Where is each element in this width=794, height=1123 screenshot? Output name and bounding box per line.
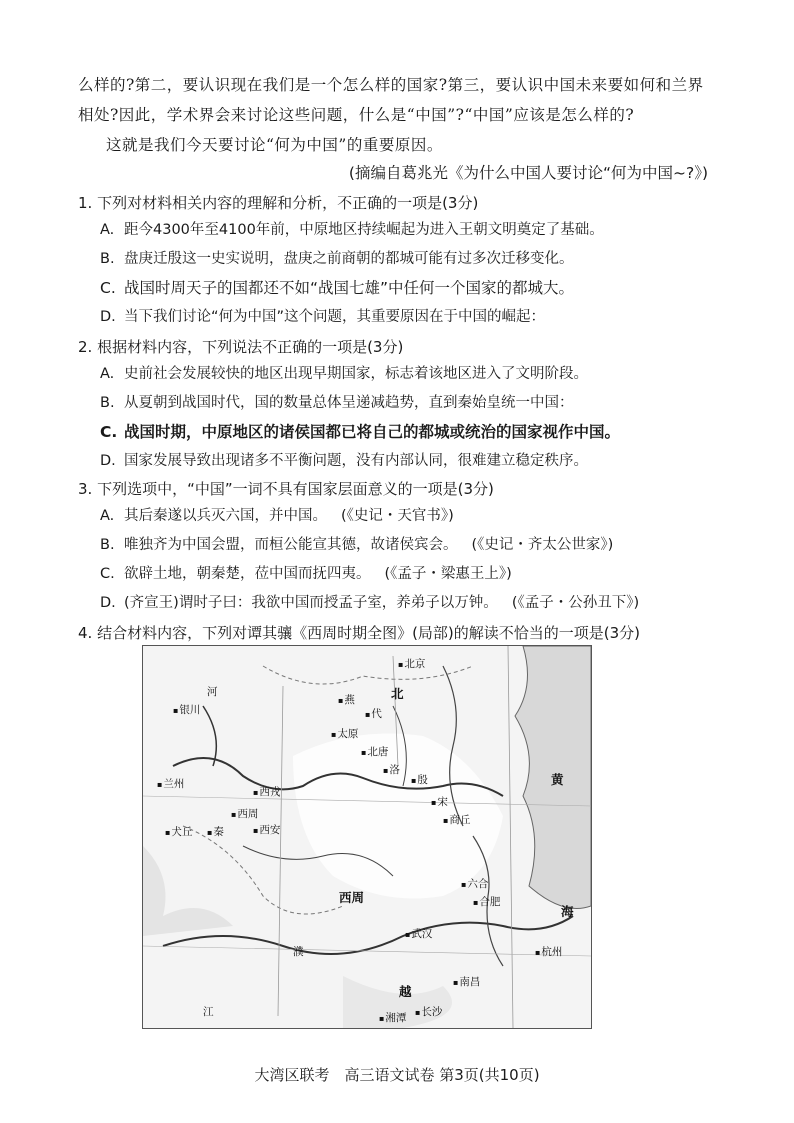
option-b: B. 唯独齐为中国会盟，而桓公能宣其德，故诸侯宾会。 (《史记・齐太公世家》) <box>100 537 614 553</box>
question-stem: 3. 下列选项中，“中国”一词不具有国家层面意义的一项是(3分) <box>78 480 494 498</box>
option-c: C. 战国时周天子的国都还不如“战国七雄”中任何一个国家的都城大。 <box>100 279 575 297</box>
map-label: ▪ 太原 <box>331 728 358 741</box>
map-label: ▪ 兰州 <box>157 778 184 791</box>
map-label: ▪ 秦 <box>207 826 224 839</box>
map-label: ▪ 宋 <box>431 796 448 809</box>
map-label: ▪ 湘潭 <box>379 1012 406 1025</box>
map-label: ▪ 六合 <box>461 878 488 891</box>
map-label: ▪ 北京 <box>398 658 425 671</box>
map-label: ▪ 武汉 <box>405 928 432 941</box>
option-c: C. 战国时期，中原地区的诸侯国都已将自己的都城或统治的国家视作中国。 <box>100 423 621 441</box>
map-label: ▪ 犬丘 <box>165 826 192 839</box>
map-label: 江 <box>203 1006 214 1018</box>
map-label: ▪ 北唐 <box>361 746 388 759</box>
option-a: A. 史前社会发展较快的地区出现早期国家，标志着该地区进入了文明阶段。 <box>100 366 588 382</box>
option-c: C. 欲辟土地，朝秦楚，莅中国而抚四夷。 (《孟子・梁惠王上》) <box>100 566 512 582</box>
map-label: ▪ 商丘 <box>443 814 470 827</box>
map-label: ▪ 代 <box>365 708 382 721</box>
map-label: 海 <box>561 904 574 919</box>
map-label: 黄 <box>551 772 564 787</box>
map-label: ▪ 洛 <box>383 764 400 777</box>
option-a: A. 距今4300年至4100年前，中原地区持续崛起为进入王朝文明奠定了基础。 <box>100 222 604 238</box>
map-label: 西周 <box>339 890 365 905</box>
map-label: ▪ 合肥 <box>473 896 500 909</box>
map-label: 北 <box>391 686 404 701</box>
question-1 <box>78 190 738 332</box>
map-label: 河 <box>207 686 218 698</box>
map-label: ▪ 长沙 <box>415 1006 442 1019</box>
passage-source: (摘编自葛兆光《为什么中国人要讨论“何为中国~?》) <box>348 164 708 182</box>
question-stem: 4. 结合材料内容，下列对谭其骧《西周时期全图》(局部)的解读不恰当的一项是(3分) <box>78 624 641 642</box>
map-label: ▪ 燕 <box>338 694 355 707</box>
question-3 <box>78 476 738 618</box>
map-label: ▪ 南昌 <box>453 976 480 989</box>
option-a: A. 其后秦遂以兵灭六国，并中国。 (《史记・天官书》) <box>100 508 454 524</box>
map-label: ▪ 西戎 <box>253 786 280 799</box>
question-2 <box>78 334 738 476</box>
question-4 <box>78 620 738 646</box>
question-stem: 1. 下列对材料相关内容的理解和分析，不正确的一项是(3分) <box>78 194 479 212</box>
map-label: ▪ 杭州 <box>535 946 562 959</box>
map-label: ▪ 殷 <box>411 774 428 787</box>
passage-paragraph-1: 么样的?第二，要认识现在我们是一个怎么样的国家?第三，要认识中国未来要如何和兰界相处?因此，学术界会来讨论这些问题，什么是“中国”?“中国”应该是怎么样的? <box>78 76 704 124</box>
option-d: D. 当下我们讨论“何为中国”这个问题，其重要原因在于中国的崛起： <box>100 309 546 325</box>
map-label: ▪ 西周 <box>231 808 258 821</box>
map-label: 越 <box>399 984 412 999</box>
option-d: D. 国家发展导致出现诸多不平衡问题，没有内部认同，很难建立稳定秩序。 <box>100 453 588 469</box>
map-label: 濮 <box>293 946 304 958</box>
passage-paragraph-2: 这就是我们今天要讨论“何为中国”的重要原因。 <box>106 136 443 154</box>
western-zhou-map <box>142 645 592 1029</box>
page-footer: 大湾区联考 高三语文试卷 第3页(共10页) <box>254 1066 540 1084</box>
map-label: ▪ 银川 <box>173 704 200 717</box>
map-label: ▪ 西安 <box>253 824 280 837</box>
option-d: D. (齐宣王)谓时子曰：我欲中国而授孟子室，养弟子以万钟。 (《孟子・公孙丑下》) <box>100 595 640 611</box>
option-b: B. 盘庚迁殷这一史实说明，盘庚之前商朝的都城可能有过多次迁移变化。 <box>100 251 574 267</box>
question-stem: 2. 根据材料内容，下列说法不正确的一项是(3分) <box>78 338 404 356</box>
option-b: B. 从夏朝到战国时代，国的数量总体呈递减趋势，直到秦始皇统一中国： <box>100 395 574 411</box>
